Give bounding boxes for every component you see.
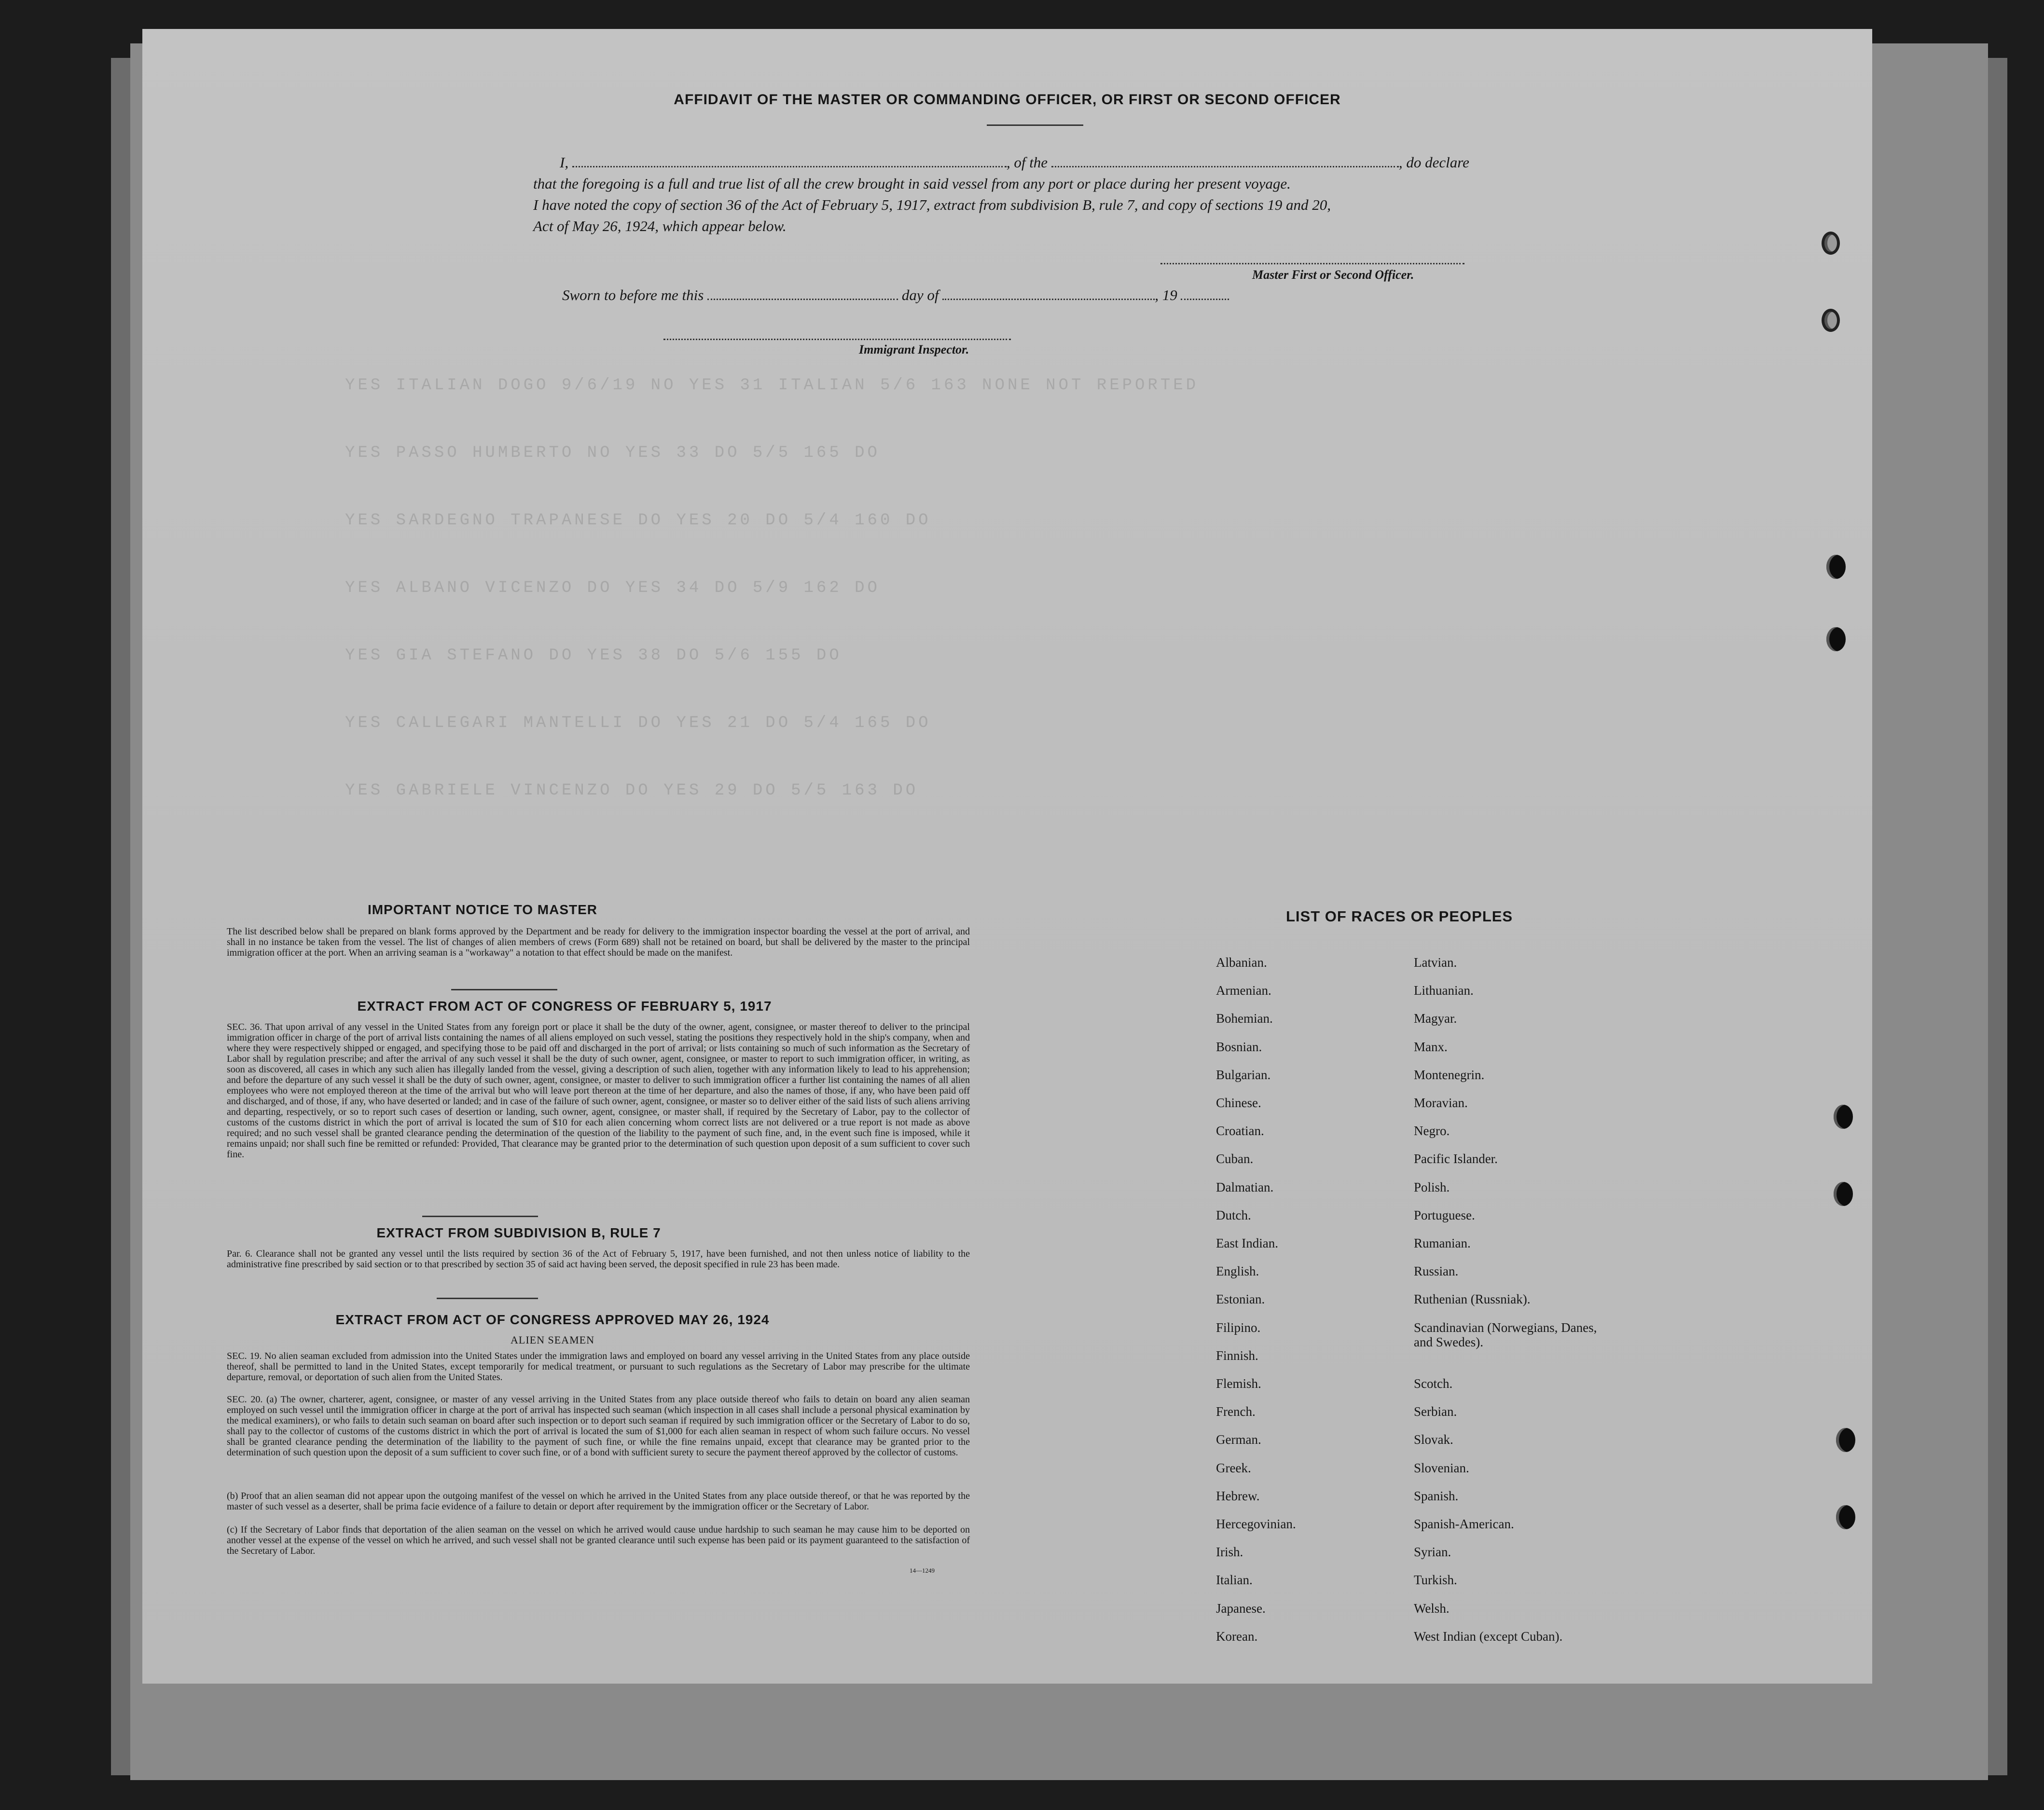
race-item: Croatian. — [1216, 1124, 1264, 1138]
race-item: Spanish. — [1414, 1488, 1459, 1503]
race-item: Magyar. — [1414, 1011, 1457, 1026]
race-item: Bohemian. — [1216, 1011, 1273, 1026]
i-label: I, — [560, 154, 569, 171]
punch-hole — [1834, 1182, 1853, 1206]
affidavit-line-1 — [560, 152, 1469, 173]
race-item: Manx. — [1414, 1039, 1448, 1054]
race-item: Syrian. — [1414, 1545, 1451, 1560]
affidavit-line-2: that the foregoing is a full and true list of all the crew brought in said vessel from any port or place during her present voyage. — [533, 175, 1291, 192]
race-item: Moravian. — [1414, 1096, 1468, 1110]
race-item: Serbian. — [1414, 1404, 1457, 1419]
punch-hole — [1826, 627, 1846, 651]
year-prefix: , 19 — [1155, 287, 1177, 303]
race-item: Welsh. — [1414, 1601, 1450, 1616]
notice-body: The list described below shall be prepared on blank forms approved by the Department and be ready for delivery to the immigration inspector boarding the vessel at the port of arrival, and shall in no instance be taken from the vessel. The list of changes of alien members of crews (Form 689) shall not be retained on board, but shall be delivered by the master to the principal immigration officer at the port. When an arriving seaman is a "workaway" a notation to that effect should be made on the manifest. — [227, 926, 970, 958]
section-19: SEC. 19. No alien seaman excluded from admission into the United States under the immigration laws and employed on board any vessel arriving in the United States from any place outside thereof, shall be permitted to land in the United States, except temporarily for medical treatment, or pursuant to such regulations as the Secretary of Labor may prescribe for the ultimate departure, removal, or deportation of such alien from the United States. — [227, 1351, 970, 1383]
race-item: French. — [1216, 1404, 1256, 1419]
sworn-label: Sworn to before me this — [562, 287, 704, 303]
extract-1917-title: EXTRACT FROM ACT OF CONGRESS OF FEBRUARY 5, 1917 — [357, 999, 772, 1014]
bleed-through-text: YES ITALIAN DOGO 9/6/19 NO YES 31 ITALIAN 5/6 163 NONE NOT REPORTED — [345, 376, 1199, 395]
sworn-month-blank[interactable] — [942, 286, 1155, 300]
of-the-label: , of the — [1006, 154, 1048, 171]
affidavit-line-3: I have noted the copy of section 36 of the Act of February 5, 1917, extract from subdivision B, rule 7, and copy of sections 19 and 20, — [533, 196, 1331, 213]
extract-1924-title: EXTRACT FROM ACT OF CONGRESS APPROVED MAY 26, 1924 — [335, 1312, 770, 1327]
punch-hole — [1822, 232, 1840, 255]
section-20a: SEC. 20. (a) The owner, charterer, agent, consignee, or master of any vessel arriving in the United States from any place outside thereof who fails to detain on board any alien seaman employed on such vessel until the immigration officer in charge at the port of arrival has inspected such seaman (which inspection in all cases shall include a personal physical examination by the medical examiners), or who fails to detain such seaman on board after such inspection or to deport such seaman if required by such immigration officer or the Secretary of Labor to do so, shall pay to the collector of customs of the customs district in which the port of arrival is located the sum of $1,000 for each alien seaman in respect of whom such failure occurs. No vessel shall be granted clearance pending the determination of the liability to the payment of such fine, or while the fine remains unpaid, except that clearance may be granted prior to the determination of such question upon the deposit of a sum sufficient to cover such fine, or of a bond with sufficient surety to secure the payment thereof approved by the collector of customs. — [227, 1394, 970, 1458]
manifest-page — [142, 29, 1872, 1684]
race-item: Dalmatian. — [1216, 1179, 1274, 1194]
punch-hole — [1836, 1428, 1855, 1452]
divider — [437, 1298, 538, 1299]
race-item: Hebrew. — [1216, 1488, 1260, 1503]
race-item: Filipino. — [1216, 1320, 1261, 1335]
sworn-line — [562, 285, 1229, 306]
do-declare-label: , do declare — [1398, 154, 1469, 171]
race-item: Bulgarian. — [1216, 1067, 1271, 1082]
sworn-year-blank[interactable] — [1181, 286, 1229, 300]
race-item: Portuguese. — [1414, 1207, 1475, 1222]
sworn-day-blank[interactable] — [707, 286, 898, 300]
race-item: Negro. — [1414, 1124, 1450, 1138]
race-item: Dutch. — [1216, 1207, 1251, 1222]
punch-hole — [1826, 555, 1846, 579]
inspector-signature-line[interactable] — [663, 339, 1011, 340]
race-item: Ruthenian (Russniak). — [1414, 1292, 1531, 1307]
race-item: Italian. — [1216, 1573, 1253, 1588]
race-item: Bosnian. — [1216, 1039, 1262, 1054]
races-title: LIST OF RACES OR PEOPLES — [1286, 908, 1513, 925]
race-item: West Indian (except Cuban). — [1414, 1629, 1563, 1644]
divider — [451, 989, 557, 990]
day-of-label: day of — [901, 287, 939, 303]
race-item: Flemish. — [1216, 1376, 1261, 1391]
race-item: Polish. — [1414, 1179, 1450, 1194]
inspector-signature-label: Immigrant Inspector. — [859, 343, 969, 357]
bleed-through-text: YES PASSO HUMBERTO NO YES 33 DO 5/5 165 DO — [345, 444, 880, 462]
race-item: Slovak. — [1414, 1432, 1453, 1447]
race-item: Spanish-American. — [1414, 1517, 1514, 1531]
race-item: Irish. — [1216, 1545, 1243, 1560]
affidavit-title: AFFIDAVIT OF THE MASTER OR COMMANDING OFFICER, OR FIRST OR SECOND OFFICER — [674, 92, 1341, 108]
master-signature-label: Master First or Second Officer. — [1252, 268, 1414, 282]
punch-hole — [1836, 1505, 1855, 1529]
race-item: East Indian. — [1216, 1236, 1278, 1250]
race-item: Cuban. — [1216, 1152, 1254, 1166]
section-20c: (c) If the Secretary of Labor finds that deportation of the alien seaman on the vessel on which he arrived would cause undue hardship to such seaman he may cause him to be deported on another vessel at the expense of the vessel on which he arrived, and such vessel shall not be granted clearance until such expense has been paid or its payment guaranteed to the satisfaction of the Secretary of Labor. — [227, 1524, 970, 1556]
bleed-through-text: YES GIA STEFANO DO YES 38 DO 5/6 155 DO — [345, 646, 842, 665]
race-item: Latvian. — [1414, 955, 1457, 970]
race-item: Chinese. — [1216, 1096, 1261, 1110]
divider — [987, 124, 1083, 126]
race-item: Turkish. — [1414, 1573, 1457, 1588]
race-item: German. — [1216, 1432, 1261, 1447]
bleed-through-text: YES GABRIELE VINCENZO DO YES 29 DO 5/5 163 DO — [345, 782, 919, 800]
extract-1917-body: SEC. 36. That upon arrival of any vessel in the United States from any foreign port or place it shall be the duty of the owner, agent, consignee, or master thereof to deliver to the principal immigration officer in charge of the port of arrival lists containing the names of all aliens employed on such vessel, stating the positions they respectively hold in the ship's company, when and where they were respectively shipped or engaged, and specifying those to be paid off and discharged in the port of arrival; or lists containing so much of such information as the Secretary of Labor shall by regulation prescribe; and after the arrival of any such vessel it shall be the duty of such owner, agent, consignee, or master to report to such immigration officer, in writing, as soon as discovered, all cases in which any such alien has illegally landed from the vessel, giving a description of such alien, together with any information likely to lead to his apprehension; and before the departure of any such vessel it shall be the duty of such owner, agent, consignee, or master to deliver to such immigration officer a further list containing the names of all alien employees who were not employed thereon at the time of the arrival but who will leave port thereon at the time of her departure, and also the names of those, if any, who have been paid off and discharged, and of those, if any, who have deserted or landed; and in case of the failure of such owner, agent, consignee, or master so to deliver either of the said lists of such aliens arriving and departing, respectively, or so to report such cases of desertion or landing, such owner, agent, consignee, or master shall, if required by the Secretary of Labor, pay to the collector of customs of the customs district in which the port of arrival is located the sum of $10 for each alien concerning whom correct lists are not delivered or a true report is not made as above required; and no such vessel shall be granted clearance pending the determination of the question of the liability to the payment of such fine, and, in the event such fine is imposed, while it remains unpaid; nor shall such fine be remitted or refunded: Provided, That clearance may be granted prior to the determination of such question upon deposit of a sum sufficient to cover such fine. — [227, 1022, 970, 1160]
race-item: Hercegovinian. — [1216, 1517, 1296, 1531]
race-item: Japanese. — [1216, 1601, 1266, 1616]
race-item: Montenegrin. — [1414, 1067, 1485, 1082]
race-item: Pacific Islander. — [1414, 1152, 1498, 1166]
race-item: Russian. — [1414, 1264, 1459, 1279]
alien-seamen-subtitle: ALIEN SEAMEN — [511, 1334, 594, 1346]
race-item: English. — [1216, 1264, 1259, 1279]
rule7-title: EXTRACT FROM SUBDIVISION B, RULE 7 — [376, 1225, 661, 1240]
race-item: Rumanian. — [1414, 1236, 1471, 1250]
race-item: Slovenian. — [1414, 1460, 1469, 1475]
rule7-body: Par. 6. Clearance shall not be granted any vessel until the lists required by section 36 of the Act of February 5, 1917, have been furnished, and not then unless notice of liability to the administrative fine prescribed by said section or to that prescribed by section 35 of said act having been served, the deposit specified in rule 23 has been made. — [227, 1248, 970, 1270]
section-20b: (b) Proof that an alien seaman did not appear upon the outgoing manifest of the vessel on which he arrived in the United States from any place outside thereof, or that he was reported by the master of such vessel as a deserter, shall be prima facie evidence of a failure to detain or deport after requirement by the immigration officer or the Secretary of Labor. — [227, 1491, 970, 1512]
divider — [422, 1216, 538, 1217]
race-item: Greek. — [1216, 1460, 1251, 1475]
bleed-through-text: YES SARDEGNO TRAPANESE DO YES 20 DO 5/4 160 DO — [345, 511, 931, 530]
notice-title: IMPORTANT NOTICE TO MASTER — [367, 902, 598, 917]
vessel-blank[interactable] — [1051, 153, 1399, 167]
race-item: Korean. — [1216, 1629, 1258, 1644]
punch-hole — [1822, 309, 1840, 332]
punch-hole — [1834, 1105, 1853, 1129]
form-number: 14—1249 — [910, 1567, 935, 1574]
race-item: Finnish. — [1216, 1348, 1258, 1363]
name-blank[interactable] — [572, 153, 1007, 167]
race-item: Estonian. — [1216, 1292, 1265, 1307]
race-item: Lithuanian. — [1414, 983, 1474, 998]
master-signature-line[interactable] — [1160, 263, 1464, 264]
race-item: Albanian. — [1216, 955, 1267, 970]
race-item: Scotch. — [1414, 1376, 1453, 1391]
race-item: Armenian. — [1216, 983, 1271, 998]
affidavit-line-4: Act of May 26, 1924, which appear below. — [533, 218, 787, 234]
bleed-through-text: YES ALBANO VICENZO DO YES 34 DO 5/9 162 DO — [345, 579, 880, 597]
bleed-through-text: YES CALLEGARI MANTELLI DO YES 21 DO 5/4 165 DO — [345, 714, 931, 732]
race-item: Scandinavian (Norwegians, Danes, and Swedes). — [1414, 1320, 1597, 1349]
